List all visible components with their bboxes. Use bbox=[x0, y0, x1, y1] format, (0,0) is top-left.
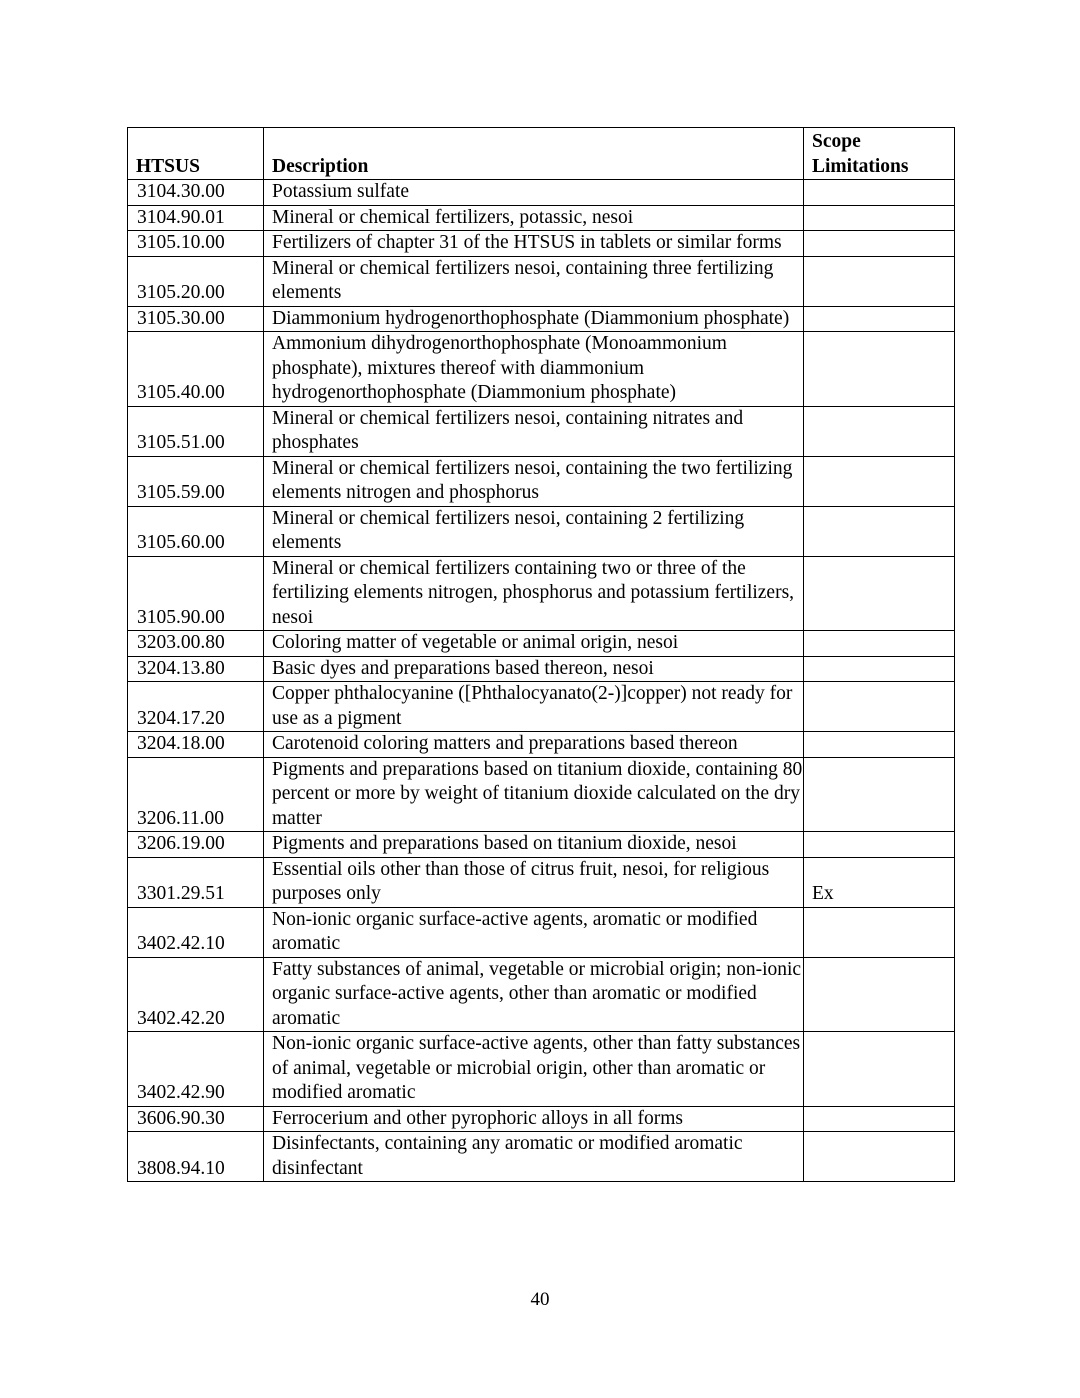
table-row bbox=[128, 306, 955, 332]
htsus-code-cell: 3808.94.10 bbox=[128, 1132, 264, 1182]
scope-cell bbox=[804, 957, 955, 1032]
htsus-table bbox=[127, 127, 955, 1182]
table-row bbox=[128, 556, 955, 631]
description-cell: Mineral or chemical fertilizers nesoi, containing nitrates and phosphates bbox=[264, 406, 804, 456]
scope-cell bbox=[804, 406, 955, 456]
htsus-code-cell: 3206.11.00 bbox=[128, 757, 264, 832]
htsus-code-cell: 3203.00.80 bbox=[128, 631, 264, 657]
table-row bbox=[128, 180, 955, 206]
description-cell: Ferrocerium and other pyrophoric alloys in all forms bbox=[264, 1106, 804, 1132]
table-row bbox=[128, 1032, 955, 1107]
table-row bbox=[128, 732, 955, 758]
htsus-code-cell: 3105.40.00 bbox=[128, 332, 264, 407]
table-row bbox=[128, 332, 955, 407]
htsus-code-cell: 3606.90.30 bbox=[128, 1106, 264, 1132]
page-number: 40 bbox=[530, 1289, 550, 1310]
scope-cell bbox=[804, 732, 955, 758]
header-scope-line2: Limitations bbox=[812, 155, 909, 177]
htsus-code-cell: 3105.59.00 bbox=[128, 456, 264, 506]
description-cell: Ammonium dihydrogenorthophosphate (Monoammonium phosphate), mixtures thereof with diammonium hydrogenorthophosphate (Diammonium phosphate) bbox=[264, 332, 804, 407]
scope-cell bbox=[804, 656, 955, 682]
htsus-code-cell: 3402.42.20 bbox=[128, 957, 264, 1032]
scope-cell bbox=[804, 256, 955, 306]
scope-cell bbox=[804, 682, 955, 732]
htsus-code-cell: 3301.29.51 bbox=[128, 857, 264, 907]
description-cell: Basic dyes and preparations based thereon, nesoi bbox=[264, 656, 804, 682]
htsus-code-cell: 3105.90.00 bbox=[128, 556, 264, 631]
scope-cell bbox=[804, 180, 955, 206]
htsus-code-cell: 3402.42.90 bbox=[128, 1032, 264, 1107]
table-row bbox=[128, 205, 955, 231]
table-row bbox=[128, 857, 955, 907]
table-row bbox=[128, 907, 955, 957]
htsus-code-cell: 3402.42.10 bbox=[128, 907, 264, 957]
table-row bbox=[128, 1132, 955, 1182]
scope-cell bbox=[804, 332, 955, 407]
description-cell: Non-ionic organic surface-active agents, other than fatty substances of animal, vegetable or microbial origin, other than aromatic or modified aromatic bbox=[264, 1032, 804, 1107]
description-cell: Non-ionic organic surface-active agents, aromatic or modified aromatic bbox=[264, 907, 804, 957]
table-row bbox=[128, 256, 955, 306]
description-cell: Fertilizers of chapter 31 of the HTSUS in tablets or similar forms bbox=[264, 231, 804, 257]
htsus-code-cell: 3206.19.00 bbox=[128, 832, 264, 858]
scope-cell bbox=[804, 907, 955, 957]
scope-cell bbox=[804, 456, 955, 506]
scope-cell: Ex bbox=[804, 857, 955, 907]
table-row bbox=[128, 1106, 955, 1132]
description-cell: Mineral or chemical fertilizers nesoi, containing three fertilizing elements bbox=[264, 256, 804, 306]
table-row bbox=[128, 656, 955, 682]
scope-cell bbox=[804, 231, 955, 257]
scope-cell bbox=[804, 757, 955, 832]
htsus-code-cell: 3105.51.00 bbox=[128, 406, 264, 456]
description-cell: Pigments and preparations based on titanium dioxide, nesoi bbox=[264, 832, 804, 858]
scope-cell bbox=[804, 506, 955, 556]
htsus-code-cell: 3105.10.00 bbox=[128, 231, 264, 257]
scope-cell bbox=[804, 205, 955, 231]
description-cell: Coloring matter of vegetable or animal origin, nesoi bbox=[264, 631, 804, 657]
scope-cell bbox=[804, 832, 955, 858]
description-cell: Disinfectants, containing any aromatic or modified aromatic disinfectant bbox=[264, 1132, 804, 1182]
table-row bbox=[128, 631, 955, 657]
htsus-code-cell: 3204.17.20 bbox=[128, 682, 264, 732]
header-htsus: HTSUS bbox=[128, 128, 264, 180]
htsus-code-cell: 3204.18.00 bbox=[128, 732, 264, 758]
table-header-row bbox=[128, 128, 955, 180]
description-cell: Fatty substances of animal, vegetable or microbial origin; non-ionic organic surface-active agents, other than aromatic or modified aromatic bbox=[264, 957, 804, 1032]
htsus-code-cell: 3104.90.01 bbox=[128, 205, 264, 231]
table-row bbox=[128, 456, 955, 506]
header-scope-limitations bbox=[804, 128, 955, 180]
header-scope-line1: Scope bbox=[812, 131, 861, 152]
table-body bbox=[128, 180, 955, 1182]
description-cell: Essential oils other than those of citrus fruit, nesoi, for religious purposes only bbox=[264, 857, 804, 907]
table-row bbox=[128, 682, 955, 732]
table-row bbox=[128, 757, 955, 832]
table-row bbox=[128, 406, 955, 456]
table-row bbox=[128, 832, 955, 858]
table-row bbox=[128, 231, 955, 257]
htsus-code-cell: 3204.13.80 bbox=[128, 656, 264, 682]
description-cell: Pigments and preparations based on titanium dioxide, containing 80 percent or more by weight of titanium dioxide calculated on the dry matter bbox=[264, 757, 804, 832]
scope-cell bbox=[804, 1132, 955, 1182]
description-cell: Carotenoid coloring matters and preparations based thereon bbox=[264, 732, 804, 758]
description-cell: Mineral or chemical fertilizers nesoi, containing the two fertilizing elements nitrogen and phosphorus bbox=[264, 456, 804, 506]
header-description: Description bbox=[264, 128, 804, 180]
scope-cell bbox=[804, 556, 955, 631]
scope-cell bbox=[804, 1032, 955, 1107]
htsus-code-cell: 3105.60.00 bbox=[128, 506, 264, 556]
table-row bbox=[128, 957, 955, 1032]
scope-cell bbox=[804, 631, 955, 657]
htsus-code-cell: 3105.20.00 bbox=[128, 256, 264, 306]
description-cell: Mineral or chemical fertilizers, potassic, nesoi bbox=[264, 205, 804, 231]
description-cell: Copper phthalocyanine ([Phthalocyanato(2-)]copper) not ready for use as a pigment bbox=[264, 682, 804, 732]
table-row bbox=[128, 506, 955, 556]
description-cell: Diammonium hydrogenorthophosphate (Diammonium phosphate) bbox=[264, 306, 804, 332]
htsus-code-cell: 3104.30.00 bbox=[128, 180, 264, 206]
scope-cell bbox=[804, 306, 955, 332]
description-cell: Mineral or chemical fertilizers nesoi, containing 2 fertilizing elements bbox=[264, 506, 804, 556]
description-cell: Potassium sulfate bbox=[264, 180, 804, 206]
description-cell: Mineral or chemical fertilizers containing two or three of the fertilizing elements nitrogen, phosphorus and potassium fertilizers, nesoi bbox=[264, 556, 804, 631]
scope-cell bbox=[804, 1106, 955, 1132]
htsus-code-cell: 3105.30.00 bbox=[128, 306, 264, 332]
